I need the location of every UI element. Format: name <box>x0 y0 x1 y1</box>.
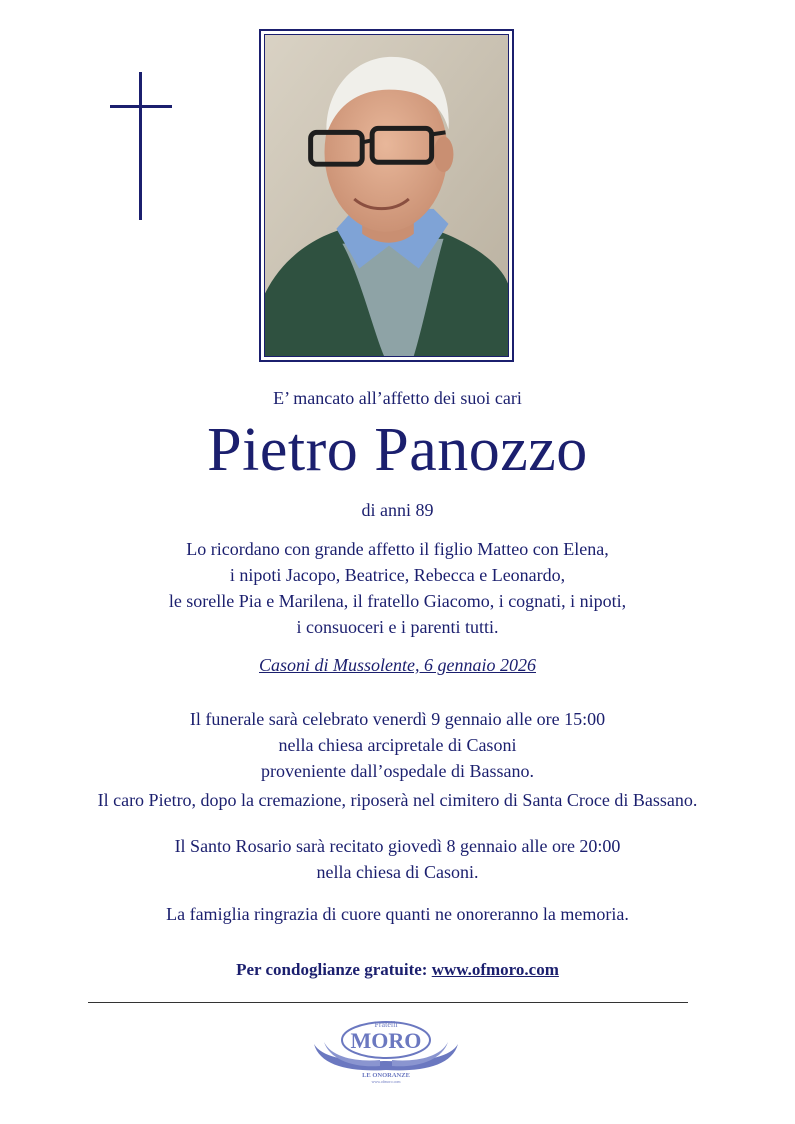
funeral-line: proveniente dall’ospedale di Bassano. <box>261 761 534 781</box>
thanks-text: La famiglia ringrazia di cuore quanti ne onoreranno la memoria. <box>166 904 629 924</box>
funeral-line: nella chiesa arcipretale di Casoni <box>278 735 517 755</box>
mourners-line: Lo ricordano con grande affetto il figlio Matteo con Elena, <box>186 539 609 559</box>
place-date-row <box>0 655 795 676</box>
logo-bottom-text: LE ONORANZE <box>362 1072 410 1079</box>
divider <box>88 1002 688 1003</box>
deceased-name: Pietro Panozzo <box>207 416 588 484</box>
rosary-line: nella chiesa di Casoni. <box>316 862 479 882</box>
condolences-row <box>0 960 795 980</box>
logo-top-text: Fratelli <box>374 1020 398 1029</box>
funeral-paragraph <box>0 706 795 784</box>
condolences-label: Per condoglianze gratuite: <box>236 960 428 979</box>
portrait-photo <box>264 34 509 357</box>
logo-main-text: MORO <box>350 1028 422 1053</box>
portrait-photo-frame <box>259 29 514 362</box>
mourners-line: i consuoceri e i parenti tutti. <box>296 617 499 637</box>
condolences-link[interactable]: www.ofmoro.com <box>431 960 559 979</box>
funeral-line: Il funerale sarà celebrato venerdì 9 gennaio alle ore 15:00 <box>189 709 606 729</box>
place-date: Casoni di Mussolente, 6 gennaio 2026 <box>259 655 536 675</box>
mourners-line: le sorelle Pia e Marilena, il fratello Giacomo, i cognati, i nipoti, <box>168 591 627 611</box>
logo-small-text: www.ofmoro.com <box>371 1079 401 1084</box>
mourners-paragraph <box>0 536 795 640</box>
funeral-home-logo <box>310 1014 462 1084</box>
cross-icon <box>110 72 172 220</box>
rosary-paragraph <box>0 833 795 885</box>
age-text: di anni 89 <box>361 500 434 520</box>
mourners-line: i nipoti Jacopo, Beatrice, Rebecca e Leonardo, <box>229 565 566 585</box>
intro-text: E’ mancato all’affetto dei suoi cari <box>273 388 522 408</box>
rosary-line: Il Santo Rosario sarà recitato giovedì 8 gennaio alle ore 20:00 <box>174 836 621 856</box>
burial-text: Il caro Pietro, dopo la cremazione, riposerà nel cimitero di Santa Croce di Bassano. <box>97 790 698 810</box>
